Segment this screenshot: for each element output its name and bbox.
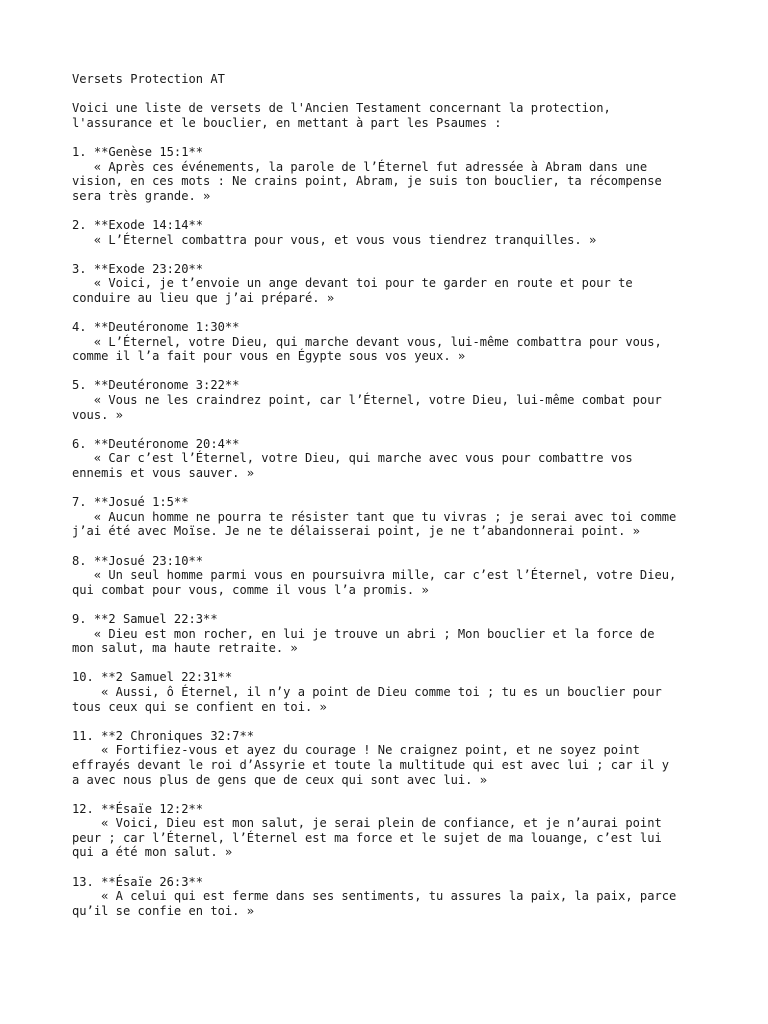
verse-reference: 4. **Deutéronome 1:30** — [72, 320, 240, 335]
verse-text-line: qu’il se confie en toi. » — [72, 903, 255, 918]
verse-text-line: mon salut, ma haute retraite. » — [72, 641, 298, 656]
verse-text-line: « Car c’est l’Éternel, votre Dieu, qui marche avec vous pour combattre vos — [72, 451, 633, 466]
verse-text-line: « Voici, Dieu est mon salut, je serai plein de confiance, et je n’aurai point — [72, 816, 662, 831]
verse-reference: 3. **Exode 23:20** — [72, 261, 204, 276]
document-page — [72, 72, 712, 933]
verse-text-line: a avec nous plus de gens que de ceux qui sont avec lui. » — [72, 772, 488, 787]
verse-item — [72, 802, 712, 860]
verse-reference: 2. **Exode 14:14** — [72, 217, 204, 232]
intro-line: Voici une liste de versets de l'Ancien Testament concernant la protection, — [72, 101, 611, 116]
verse-text-line: « Aussi, ô Éternel, il n’y a point de Dieu comme toi ; tu es un bouclier pour — [72, 684, 662, 699]
verse-item — [72, 145, 712, 203]
verse-item — [72, 437, 712, 481]
verse-reference: 10. **2 Samuel 22:31** — [72, 670, 233, 685]
verse-item — [72, 612, 712, 656]
verse-item — [72, 262, 712, 306]
verse-text-line: conduire au lieu que j’ai préparé. » — [72, 290, 335, 305]
verse-item — [72, 554, 712, 598]
verse-item — [72, 320, 712, 364]
verse-text-line: tous ceux qui se confient en toi. » — [72, 699, 327, 714]
verse-text-line: vous. » — [72, 407, 123, 422]
verse-reference: 9. **2 Samuel 22:3** — [72, 611, 218, 626]
verse-text-line: « Dieu est mon rocher, en lui je trouve un abri ; Mon bouclier et la force de — [72, 626, 655, 641]
verse-reference: 1. **Genèse 15:1** — [72, 144, 204, 159]
verse-text-line: sera très grande. » — [72, 188, 211, 203]
verse-text-line: ennemis et vous sauver. » — [72, 466, 255, 481]
verse-text-line: comme il l’a fait pour vous en Égypte sous vos yeux. » — [72, 349, 466, 364]
verse-text-line: vision, en ces mots : Ne crains point, Abram, je suis ton bouclier, ta récompense — [72, 174, 662, 189]
verse-text-line: « Vous ne les craindrez point, car l’Éternel, votre Dieu, lui-même combat pour — [72, 393, 662, 408]
verse-reference: 8. **Josué 23:10** — [72, 553, 204, 568]
verse-text-line: « L’Éternel, votre Dieu, qui marche devant vous, lui-même combattra pour vous, — [72, 334, 662, 349]
verse-item — [72, 218, 712, 247]
verse-text-line: « Voici, je t’envoie un ange devant toi pour te garder en route et pour te — [72, 276, 633, 291]
verse-reference: 7. **Josué 1:5** — [72, 495, 189, 510]
verse-reference: 11. **2 Chroniques 32:7** — [72, 728, 255, 743]
verse-text-line: « Fortifiez-vous et ayez du courage ! Ne craignez point, et ne soyez point — [72, 743, 640, 758]
verse-item — [72, 378, 712, 422]
verse-reference: 12. **Ésaïe 12:2** — [72, 801, 204, 816]
verse-text-line: « L’Éternel combattra pour vous, et vous vous tiendrez tranquilles. » — [72, 232, 597, 247]
verse-item — [72, 729, 712, 787]
verse-text-line: « Aucun homme ne pourra te résister tant que tu vivras ; je serai avec toi comme — [72, 509, 677, 524]
verse-item — [72, 670, 712, 714]
verse-text-line: peur ; car l’Éternel, l’Éternel est ma force et le sujet de ma louange, c’est lui — [72, 830, 662, 845]
verse-list — [72, 145, 712, 918]
verse-text-line: « A celui qui est ferme dans ses sentiments, tu assures la paix, la paix, parce — [72, 889, 677, 904]
verse-reference: 5. **Deutéronome 3:22** — [72, 378, 240, 393]
document-title: Versets Protection AT — [72, 72, 225, 86]
document-intro — [72, 101, 712, 130]
verse-item — [72, 495, 712, 539]
verse-text-line: « Un seul homme parmi vous en poursuivra mille, car c’est l’Éternel, votre Dieu, — [72, 568, 677, 583]
intro-line: l'assurance et le bouclier, en mettant à part les Psaumes : — [72, 115, 502, 130]
verse-text-line: qui a été mon salut. » — [72, 845, 233, 860]
verse-reference: 6. **Deutéronome 20:4** — [72, 436, 240, 451]
verse-reference: 13. **Ésaïe 26:3** — [72, 874, 204, 889]
verse-text-line: effrayés devant le roi d’Assyrie et toute la multitude qui est avec lui ; car il y — [72, 757, 670, 772]
verse-text-line: « Après ces événements, la parole de l’Éternel fut adressée à Abram dans une — [72, 159, 648, 174]
verse-text-line: j’ai été avec Moïse. Je ne te délaisserai point, je ne t’abandonnerai point. » — [72, 524, 640, 539]
verse-item — [72, 875, 712, 919]
verse-text-line: qui combat pour vous, comme il vous l’a promis. » — [72, 582, 429, 597]
